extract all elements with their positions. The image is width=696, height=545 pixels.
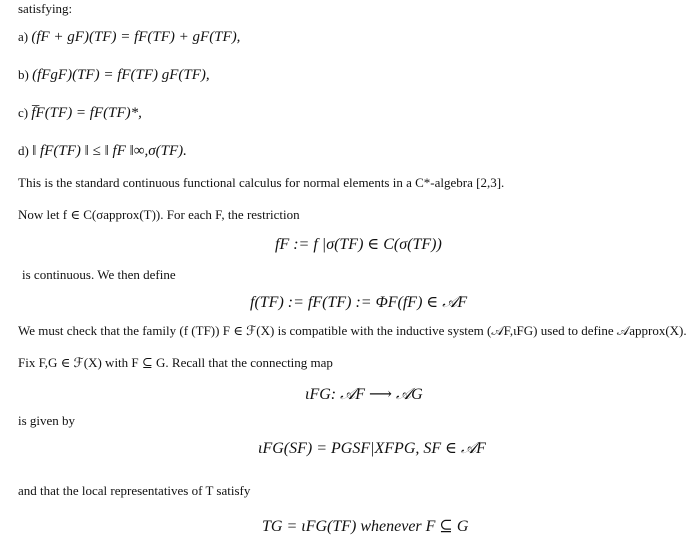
- paragraph-fix: Fix F,G ∈ ℱ(X) with F ⊆ G. Recall that the connecting map: [18, 355, 333, 370]
- item-c: [18, 104, 142, 122]
- item-formula: ‖ fF(TF) ‖ ≤ ‖ fF ‖∞,σ(TF).: [32, 143, 187, 159]
- item-label: b): [18, 67, 29, 82]
- paragraph-continuous: is continuous. We then define: [22, 267, 176, 282]
- paragraph-nowlet: Now let f ∈ C(σapprox(T)). For each F, the restriction: [18, 207, 300, 222]
- equation-restriction: fF := f |σ(TF) ∈ C(σ(TF)): [275, 236, 442, 253]
- item-formula: (fF + gF)(TF) = fF(TF) + gF(TF),: [31, 29, 241, 45]
- item-formula: f̅F(TF) = fF(TF)*,: [31, 105, 142, 121]
- equation-given: ιFG(SF) = PGSF|XFPG, SF ∈ 𝒜F: [258, 440, 486, 457]
- equation-final: TG = ιFG(TF) whenever F ⊆ G: [262, 518, 469, 535]
- item-d: [18, 142, 187, 160]
- paragraph-local: and that the local representatives of T satisfy: [18, 483, 251, 498]
- equation-define: f(TF) := fF(TF) := ΦF(fF) ∈ 𝒜F: [250, 294, 468, 311]
- item-a: [18, 28, 240, 46]
- item-label: a): [18, 29, 29, 44]
- paragraph-givenby: is given by: [18, 413, 76, 428]
- item-formula: (fFgF)(TF) = fF(TF) gF(TF),: [32, 67, 210, 83]
- paragraph-mustcheck: We must check that the family (f (TF)) F ∈ ℱ(X) is compatible with the inductive system (𝒜F,ιFG) used to define 𝒜approx(X).: [18, 323, 687, 338]
- item-label: d): [18, 143, 29, 158]
- paragraph-standard: This is the standard continuous functional calculus for normal elements in a C*-algebra [2,3].: [18, 175, 505, 190]
- intro-text: satisfying:: [18, 1, 73, 16]
- item-b: [18, 66, 210, 84]
- equation-connecting-map: ιFG: 𝒜F ⟶ 𝒜G: [305, 386, 423, 403]
- item-label: c): [18, 105, 29, 120]
